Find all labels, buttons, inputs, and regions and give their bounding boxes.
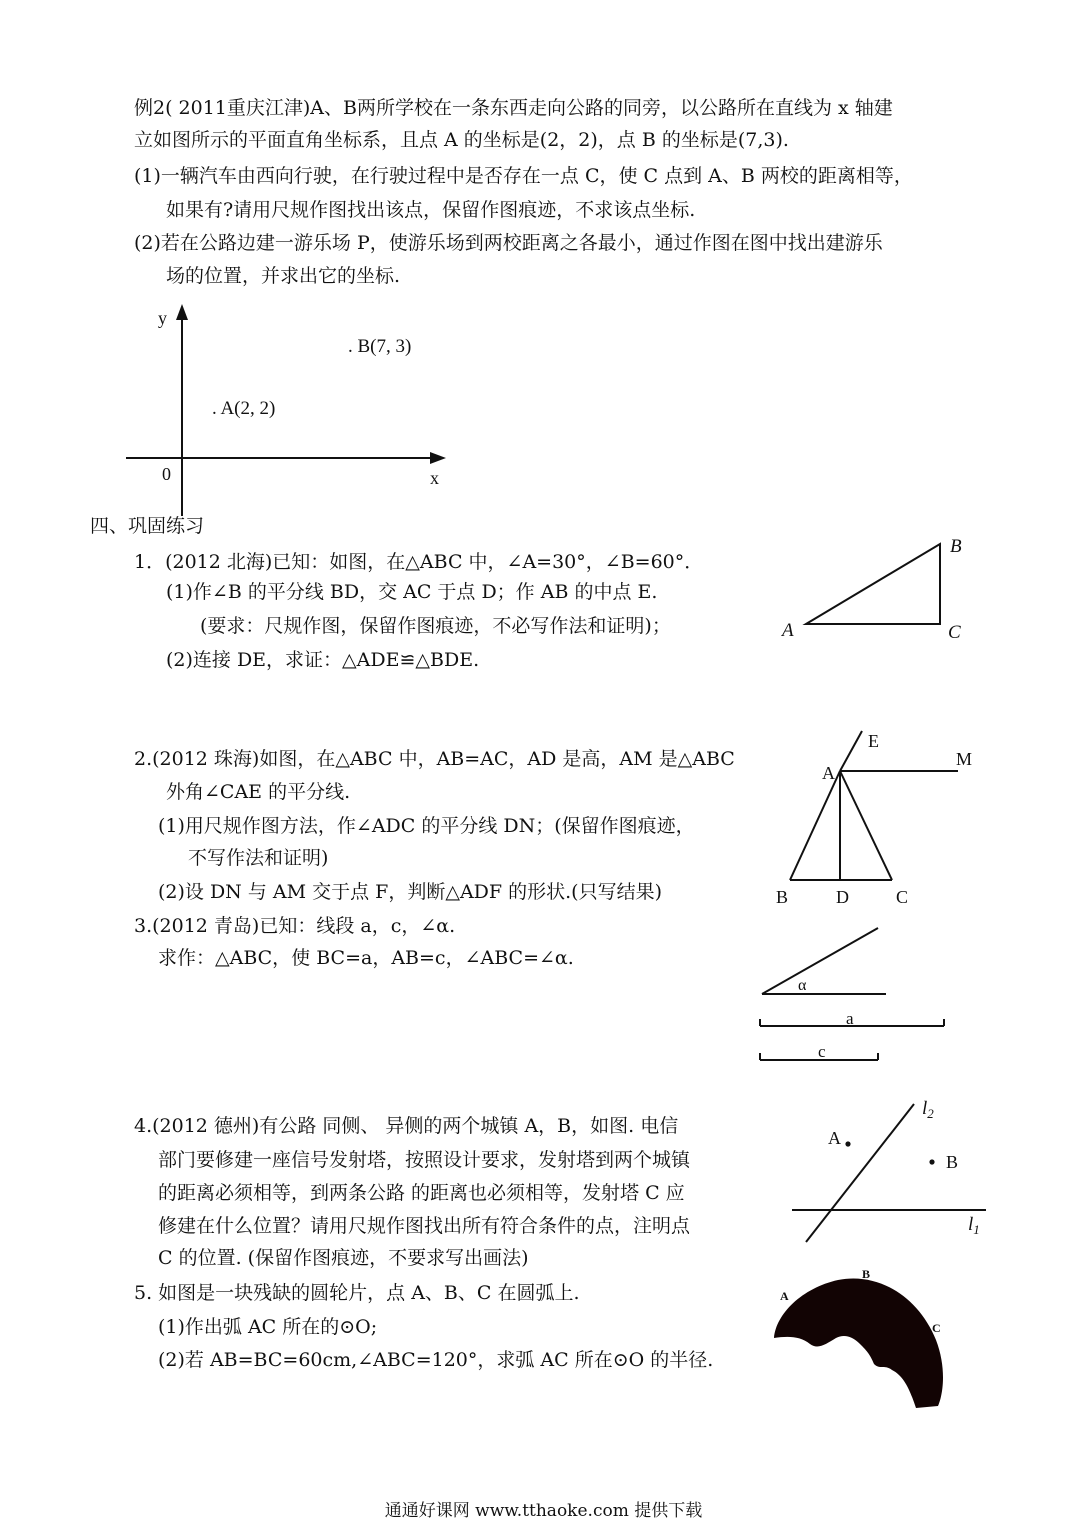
origin-label: 0 bbox=[162, 464, 171, 484]
y-axis-arrow bbox=[176, 304, 188, 320]
example2-question-2a: (2)若在公路边建一游乐场 P，使游乐场到两校距离之各最小，通过作图在图中找出建游乐 bbox=[134, 232, 883, 254]
problem-2-line-2: 外角∠CAE 的平分线. bbox=[166, 781, 351, 803]
point-b-label: B bbox=[776, 887, 789, 907]
isosceles-triangle-figure-2 bbox=[770, 725, 980, 910]
problem-3-line-1: 3.(2012 青岛)已知：线段 a，c，∠α. bbox=[134, 915, 456, 937]
vertex-b-label: B bbox=[950, 536, 962, 557]
vertex-c-label: C bbox=[948, 622, 961, 643]
problem-2-line-5: (2)设 DN 与 AM 交于点 F，判断△ADF 的形状.(只写结果) bbox=[158, 881, 662, 903]
problem-2-line-4: 不写作法和证明) bbox=[188, 847, 329, 869]
right-triangle bbox=[806, 544, 940, 624]
example2-line-2: 立如图所示的平面直角坐标系，且点 A 的坐标是(2，2)，点 B 的坐标是(7,3). bbox=[134, 129, 789, 151]
triangle-abc-figure-1 bbox=[776, 530, 976, 646]
angle-alpha-label: α bbox=[798, 977, 807, 994]
problem-5-line-1: 5. 如图是一块残缺的圆轮片，点 A、B、C 在圆弧上. bbox=[134, 1282, 580, 1304]
problem-1-line-4: (2)连接 DE，求证：△ADE≌△BDE. bbox=[166, 649, 480, 671]
problem-3-line-2: 求作：△ABC，使 BC=a，AB=c，∠ABC=∠α. bbox=[158, 947, 574, 969]
x-axis-label: x bbox=[430, 468, 439, 488]
problem-4-line-1: 4.(2012 德州)有公路 同侧、 异侧的两个城镇 A，B，如图. 电信 bbox=[134, 1115, 679, 1137]
line-ac bbox=[840, 771, 892, 880]
broken-wheel-figure bbox=[766, 1258, 956, 1416]
given-segments-angle-figure bbox=[752, 920, 952, 1068]
town-a-point bbox=[845, 1141, 850, 1146]
point-c-label: C bbox=[932, 1321, 941, 1335]
problem-2-line-1: 2.(2012 珠海)如图，在△ABC 中，AB=AC，AD 是高，AM 是△ABC bbox=[134, 748, 735, 770]
example2-line-1: 例2( 2011重庆江津)A、B两所学校在一条东西走向公路的同旁，以公路所在直线为 x 轴建 bbox=[134, 97, 893, 119]
footer-credit: 通通好课网 www.tthaoke.com 提供下载 bbox=[384, 1501, 703, 1521]
road-l2-label: $l_2$ bbox=[922, 1098, 934, 1121]
example2-question-1a: (1)一辆汽车由西向行驶，在行驶过程中是否存在一点 C，使 C 点到 A、B 两校的距离相等， bbox=[134, 165, 913, 187]
point-e-label: E bbox=[868, 731, 879, 751]
problem-5-line-2: (1)作出弧 AC 所在的⊙O; bbox=[158, 1316, 378, 1338]
coordinate-axes-figure bbox=[118, 298, 458, 520]
point-m-label: M bbox=[956, 749, 973, 769]
example2-question-1b: 如果有?请用尺规作图找出该点，保留作图痕迹，不求该点坐标. bbox=[166, 199, 696, 221]
point-b-label: . B(7, 3) bbox=[348, 336, 412, 357]
point-a-label: . A(2, 2) bbox=[212, 398, 276, 419]
point-a-label: A bbox=[780, 1289, 789, 1303]
town-a-label: A bbox=[828, 1128, 841, 1148]
problem-1-line-1: 1．(2012 北海)已知：如图，在△ABC 中，∠A=30°，∠B=60°． bbox=[134, 551, 704, 573]
roads-towns-figure bbox=[786, 1096, 996, 1246]
town-b-label: B bbox=[946, 1152, 959, 1172]
angle-ray-upper bbox=[762, 928, 878, 994]
town-b-point bbox=[929, 1159, 934, 1164]
problem-4-line-3: 的距离必须相等，到两条公路 的距离也必须相等，发射塔 C 应 bbox=[158, 1182, 685, 1204]
problem-4-line-4: 修建在什么位置？请用尺规作图找出所有符合条件的点，注明点 bbox=[158, 1215, 691, 1237]
problem-1-line-3: (要求：尺规作图，保留作图痕迹，不必写作法和证明)； bbox=[200, 615, 671, 637]
point-c-label: C bbox=[896, 887, 909, 907]
segment-c-label: c bbox=[818, 1042, 826, 1061]
line-ae bbox=[840, 731, 862, 771]
road-l1-label: $l_1$ bbox=[968, 1214, 980, 1237]
problem-4-line-5: C 的位置. (保留作图痕迹，不要求写出画法) bbox=[158, 1247, 529, 1269]
problem-5-line-3: (2)若 AB=BC=60cm,∠ABC=120°，求弧 AC 所在⊙O 的半径. bbox=[158, 1349, 714, 1371]
line-ab bbox=[790, 771, 840, 880]
problem-4-line-2: 部门要修建一座信号发射塔，按照设计要求，发射塔到两个城镇 bbox=[158, 1149, 691, 1171]
example2-question-2b: 场的位置，并求出它的坐标. bbox=[166, 265, 401, 287]
wheel-fragment bbox=[774, 1278, 943, 1408]
point-b-label: B bbox=[862, 1267, 871, 1281]
segment-a-label: a bbox=[846, 1009, 854, 1028]
vertex-a-label: A bbox=[782, 620, 794, 641]
problem-2-line-3: (1)用尺规作图方法，作∠ADC 的平分线 DN；(保留作图痕迹， bbox=[158, 815, 695, 837]
y-axis-label: y bbox=[158, 308, 167, 328]
problem-1-line-2: (1)作∠B 的平分线 BD，交 AC 于点 D；作 AB 的中点 E. bbox=[166, 581, 658, 603]
section-title: 四、巩固练习 bbox=[90, 515, 205, 537]
road-l2 bbox=[806, 1104, 914, 1242]
x-axis-arrow bbox=[430, 452, 446, 464]
point-a-label: A bbox=[822, 763, 835, 783]
point-d-label: D bbox=[836, 887, 849, 907]
